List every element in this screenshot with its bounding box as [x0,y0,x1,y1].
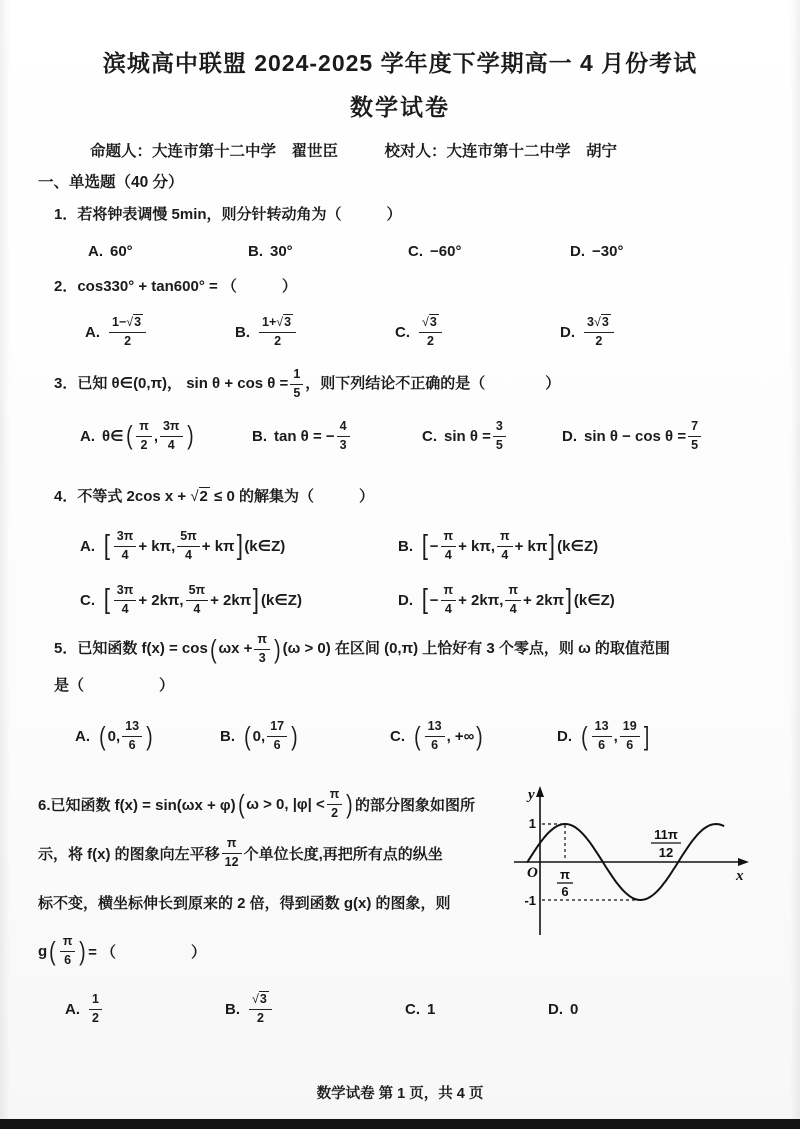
sign: − [429,537,439,555]
fraction-denominator: 4 [444,601,452,616]
q1-option-d [570,243,762,260]
sqrt [276,314,293,329]
option-label: D. [548,1001,563,1018]
page-footer: 数学试卷 第 1 页，共 4 页 [316,1086,484,1102]
q3-option-d [562,419,762,453]
sqrt [126,314,143,329]
doc-title: 滨城高中联盟 2024-2025 学年度下学期高一 4 月份考试 [102,50,698,76]
join-text: + 2kπ, [138,591,184,609]
q4-options-row2 [38,574,762,626]
radical-icon: √ [126,314,134,329]
q2-options [38,305,762,359]
num-text: 3 [587,314,594,329]
fraction [592,719,612,753]
q5-option-c: C. ( $\frac{13}{6}$ , +∞ ) [390,719,483,752]
option-text: 60° [110,243,133,260]
option-text: θ∈ [102,428,124,446]
fraction [497,529,513,563]
option-label: C. [422,427,437,445]
num-text: 1+ [262,314,277,329]
option-label: B. [252,427,267,445]
fraction-numerator: π [60,934,76,952]
q3-stem [38,367,762,401]
fraction-numerator: 5π [177,529,200,547]
y-min-label: -1 [524,892,536,908]
q6-option-b [225,992,405,1026]
q4-option-d: D. [ − $\frac{\pi}{4}$ + 2kπ, $\frac{\pi}{4}$ + 2kπ ] (k∈Z) [398,583,615,616]
q6-line4-post: = （ ） [88,943,207,961]
q6-stem [38,780,500,976]
option-text: , +∞ [446,728,475,745]
join-text: + 2kπ [522,591,565,609]
fraction-numerator: 1 [290,367,303,385]
option-label: D. [562,427,577,445]
q3-stem-post: ，则下列结论不正确的是（ ） [305,375,561,393]
fraction [177,529,200,563]
fraction-denominator: 4 [509,601,517,616]
y-axis-label: y [528,786,535,803]
fraction [688,419,701,453]
q1-option-a [88,243,248,260]
radicand: 2 [199,488,208,506]
fraction-numerator: 7 [688,419,701,437]
q5-option-a: A. ( 0, $\frac{13}{6}$ ) [75,719,153,752]
sqrt [190,487,210,505]
fraction-denominator: 5 [293,385,301,400]
q3-stem-pre: 3．已知 θ∈(0,π)， sin θ + cos θ = [54,375,289,393]
q3-options [38,408,762,464]
comma: , [613,728,618,745]
fraction-numerator: π [222,836,242,854]
join-text: + 2kπ [210,591,252,609]
q6-options [38,984,762,1036]
fraction [620,719,640,753]
sqrt [252,991,269,1006]
join-text: + kπ [201,537,235,555]
radicand: 3 [429,314,437,329]
q4-option-a: A. [ $\frac{3\pi}{4}$ + kπ, $\frac{5\pi}{4}$ + kπ ] (k∈Z) [80,529,286,562]
fraction-denominator: 4 [501,547,509,562]
fraction-denominator: 2 [140,437,148,452]
fraction-denominator: 2 [595,333,603,348]
fraction-numerator: π [136,419,152,437]
q5-inner-pre: ωx + [218,640,253,658]
q5-option-d: D. ( $\frac{13}{6}$ , $\frac{19}{6}$ ] [557,719,649,752]
function-graph [508,782,762,950]
fraction-denominator: 3 [339,437,347,452]
fraction [109,315,146,349]
fraction-numerator: 17 [267,719,287,737]
q5-options [38,708,762,766]
option-text: 0, [252,728,266,745]
option-label: D. [398,591,413,609]
fraction-denominator: 4 [444,547,452,562]
fraction-denominator: 2 [426,333,434,348]
q4-stem-post: ≤ 0 的解集为（ ） [209,488,374,506]
fraction-denominator: 4 [185,547,192,562]
fraction [267,719,287,753]
fraction [505,583,521,617]
q6-line1-post: 的部分图象如图所 [355,796,476,814]
radical-icon: √ [190,488,199,506]
byline: 命题人：大连市第十二中学 翟世臣 校对人：大连市第十二中学 胡宁 [90,143,618,160]
option-label: B. [220,728,235,745]
x-zero-denominator: 12 [658,844,674,860]
fraction-denominator: 2 [274,333,282,348]
q5-stem: 5．已知函数 f(x) = cos ( ωx + $\frac{\pi}{3}$ ) (ω > 0) 在区间 (0,π) 上恰好有 3 个零点，则 ω 的取值范围 [54,632,670,665]
option-label: A. [80,537,95,555]
q5-stem-mid: (ω > 0) 在区间 (0,π) 上恰好有 3 个零点，则 ω 的取值范围 [282,640,670,658]
fraction-numerator: π [441,529,457,547]
fraction-denominator: 4 [167,437,175,452]
option-label: C. [408,243,423,260]
fraction [254,632,270,666]
fraction [249,992,272,1026]
option-label: D. [560,323,575,341]
fraction [222,836,242,870]
option-text: 30° [270,243,293,260]
radical-icon: √ [422,314,429,329]
fraction [441,583,457,617]
fraction-denominator: 2 [256,1011,264,1025]
option-text: −60° [430,243,462,260]
radical-icon: √ [276,314,284,329]
option-text: sin θ − cos θ = [584,427,687,445]
option-text: tan θ = − [274,427,335,445]
fraction-denominator: 12 [224,854,239,869]
fraction-denominator: 4 [121,601,129,616]
q6-line2-pre: 示，将 f(x) 的图象向左平移 [38,845,220,863]
fraction-numerator [419,315,442,333]
q6-line1: 6.已知函数 f(x) = sin(ωx + φ) ( ω > 0, |φ| < $\frac{\pi}{2}$ ) 的部分图象如图所 [38,786,476,820]
fraction-numerator: π [441,583,457,601]
fraction-numerator: π [505,583,521,601]
fraction-numerator: 13 [592,719,612,737]
fraction-numerator [259,315,296,333]
q6-graph [500,780,762,976]
fraction-denominator: 6 [128,738,136,752]
section-heading: 一、单选题（40 分） [38,174,184,191]
tail-text: (k∈Z) [244,538,286,556]
fraction [290,367,303,401]
option-text: 1 [427,1001,436,1018]
option-label: B. [248,243,263,260]
fraction-denominator: 6 [598,738,606,752]
fraction-denominator: 6 [64,952,72,967]
q3-option-a: A. θ∈ ( $\frac{\pi}{2}$ , $\frac{3\pi}{4}$ ) [80,419,194,452]
fraction-numerator: 3π [160,419,183,437]
fraction [584,315,614,349]
option-label: A. [80,427,95,445]
q6-option-a [65,992,225,1026]
fraction-numerator: 13 [122,719,142,737]
option-label: B. [398,537,413,555]
fraction-numerator: 13 [425,719,445,737]
tail-text: (k∈Z) [557,538,599,556]
fraction [337,419,350,453]
option-label: B. [235,323,250,341]
fraction-numerator [249,992,272,1010]
x-zero-numerator: 11π [654,826,678,842]
q6-option-d [548,1001,762,1018]
radicand: 3 [134,314,142,329]
radical-icon: √ [593,314,601,329]
fraction-denominator: 5 [495,437,503,452]
join-text: + 2kπ, [458,591,504,609]
fraction-denominator: 5 [691,437,699,452]
y-axis-arrow-icon [536,786,544,797]
fraction [186,583,209,617]
q1-option-c [408,243,570,260]
q5-stem-line2: 是（ ） [54,676,175,694]
fraction [441,529,457,563]
q6-line1-pre: 6.已知函数 f(x) = sin(ωx + φ) [38,796,236,814]
x-axis-label: x [736,867,744,884]
option-text: −30° [592,243,624,260]
q6-line4: g ( $\frac{\pi}{6}$ ) = （ ） [38,933,207,967]
q1-options [38,243,762,260]
origin-label: O [527,864,538,881]
fraction-numerator [109,315,146,333]
fraction-denominator: 6 [431,738,439,752]
tail-text: (k∈Z) [261,592,302,610]
fraction-numerator: 1 [89,992,102,1010]
option-label: C. [80,591,95,609]
q6-line2 [38,829,500,878]
q2-option-d [560,315,762,349]
q1-stem: 1．若将钟表调慢 5min，则分针转动角为（ ） [54,206,402,223]
fraction-numerator: π [327,787,343,805]
join-text: + kπ, [138,537,176,555]
fraction-denominator: 4 [193,601,201,616]
q4-stem-pre: 4．不等式 2cos x + [54,488,191,506]
fraction [259,315,296,349]
join-text: + kπ, [458,537,496,555]
option-label: B. [225,1001,240,1018]
fraction-denominator: 6 [273,738,281,752]
q6-block [38,780,762,976]
fraction-denominator: 4 [121,547,129,562]
option-label: C. [405,1001,420,1018]
option-label: A. [75,728,90,745]
fraction-denominator: 3 [258,650,266,665]
q2-option-c [395,315,560,349]
fraction [327,787,343,821]
fraction [425,719,445,753]
q4-options-row1 [38,520,762,572]
fraction [114,583,137,617]
x-peak-denominator: 6 [561,883,569,899]
scan-bottom-bar [0,1119,800,1129]
radicand: 3 [284,314,292,329]
option-label: A. [85,323,100,341]
join-text: + kπ [514,537,548,555]
q2-option-b [235,315,395,349]
fraction-numerator: 3π [114,529,137,547]
q6-line2-post: 个单位长度,再把所有点的纵坐 [243,845,443,863]
y-max-label: 1 [528,815,536,831]
option-label: D. [570,243,585,260]
option-text: 0 [570,1001,579,1018]
q3-option-c [422,419,562,453]
comma: , [153,427,158,445]
fraction-numerator: 3π [114,583,137,601]
doc-subtitle: 数学试卷 [350,94,450,120]
q2-option-a [85,315,235,349]
x-axis-arrow-icon [738,858,749,866]
fraction-numerator: 5π [186,583,209,601]
fraction [89,992,102,1026]
option-text: 0, [107,728,121,745]
fraction-numerator: 4 [337,419,350,437]
fraction [493,419,506,453]
fraction [136,419,152,453]
sqrt [422,314,439,329]
fraction [114,529,137,563]
x-peak-numerator: π [560,866,570,882]
q1-option-b [248,243,408,260]
sqrt [594,314,611,329]
sign: − [429,591,439,609]
q4-option-b: B. [ − $\frac{\pi}{4}$ + kπ, $\frac{\pi}{4}$ + kπ ] (k∈Z) [398,529,599,562]
q6-line3-text: 标不变，横坐标伸长到原来的 2 倍，得到函数 g(x) 的图象，则 [38,894,451,912]
fraction-numerator: 3 [493,419,506,437]
fraction-denominator: 2 [331,805,339,820]
fraction-numerator: π [254,632,270,650]
fraction-numerator: 19 [620,719,640,737]
q4-option-c: C. [ $\frac{3\pi}{4}$ + 2kπ, $\frac{5\pi}{4}$ + 2kπ ] (k∈Z) [80,583,302,616]
q2-stem: 2．cos330° + tan600° = （ ） [54,278,297,295]
fraction-numerator: π [497,529,513,547]
fraction-denominator: 2 [92,1011,99,1025]
option-label: C. [390,728,405,745]
option-text: sin θ = [444,427,491,445]
q5-stem-pre: 5．已知函数 f(x) = cos [54,640,208,658]
option-label: A. [88,243,103,260]
q6-line3 [38,878,500,927]
radical-icon: √ [252,992,259,1007]
fraction [160,419,183,453]
option-label: C. [395,323,410,341]
fraction-denominator: 2 [124,333,132,348]
q3-option-b [252,419,422,453]
fraction [60,934,76,968]
q6-function-g: g [38,942,48,960]
q4-stem [38,486,762,508]
radicand: 3 [259,992,267,1007]
q6-condition: ω > 0, |φ| < [246,795,325,813]
tail-text: (k∈Z) [573,592,615,610]
radicand: 3 [601,314,609,329]
q6-option-c [405,1001,548,1018]
fraction-denominator: 6 [626,738,634,752]
option-label: D. [557,728,572,745]
q5-option-b: B. ( 0, $\frac{17}{6}$ ) [220,719,298,752]
option-label: A. [65,1001,80,1018]
fraction [122,719,142,753]
fraction [419,315,442,349]
fraction-numerator [584,315,614,333]
num-text: 1− [112,314,127,329]
